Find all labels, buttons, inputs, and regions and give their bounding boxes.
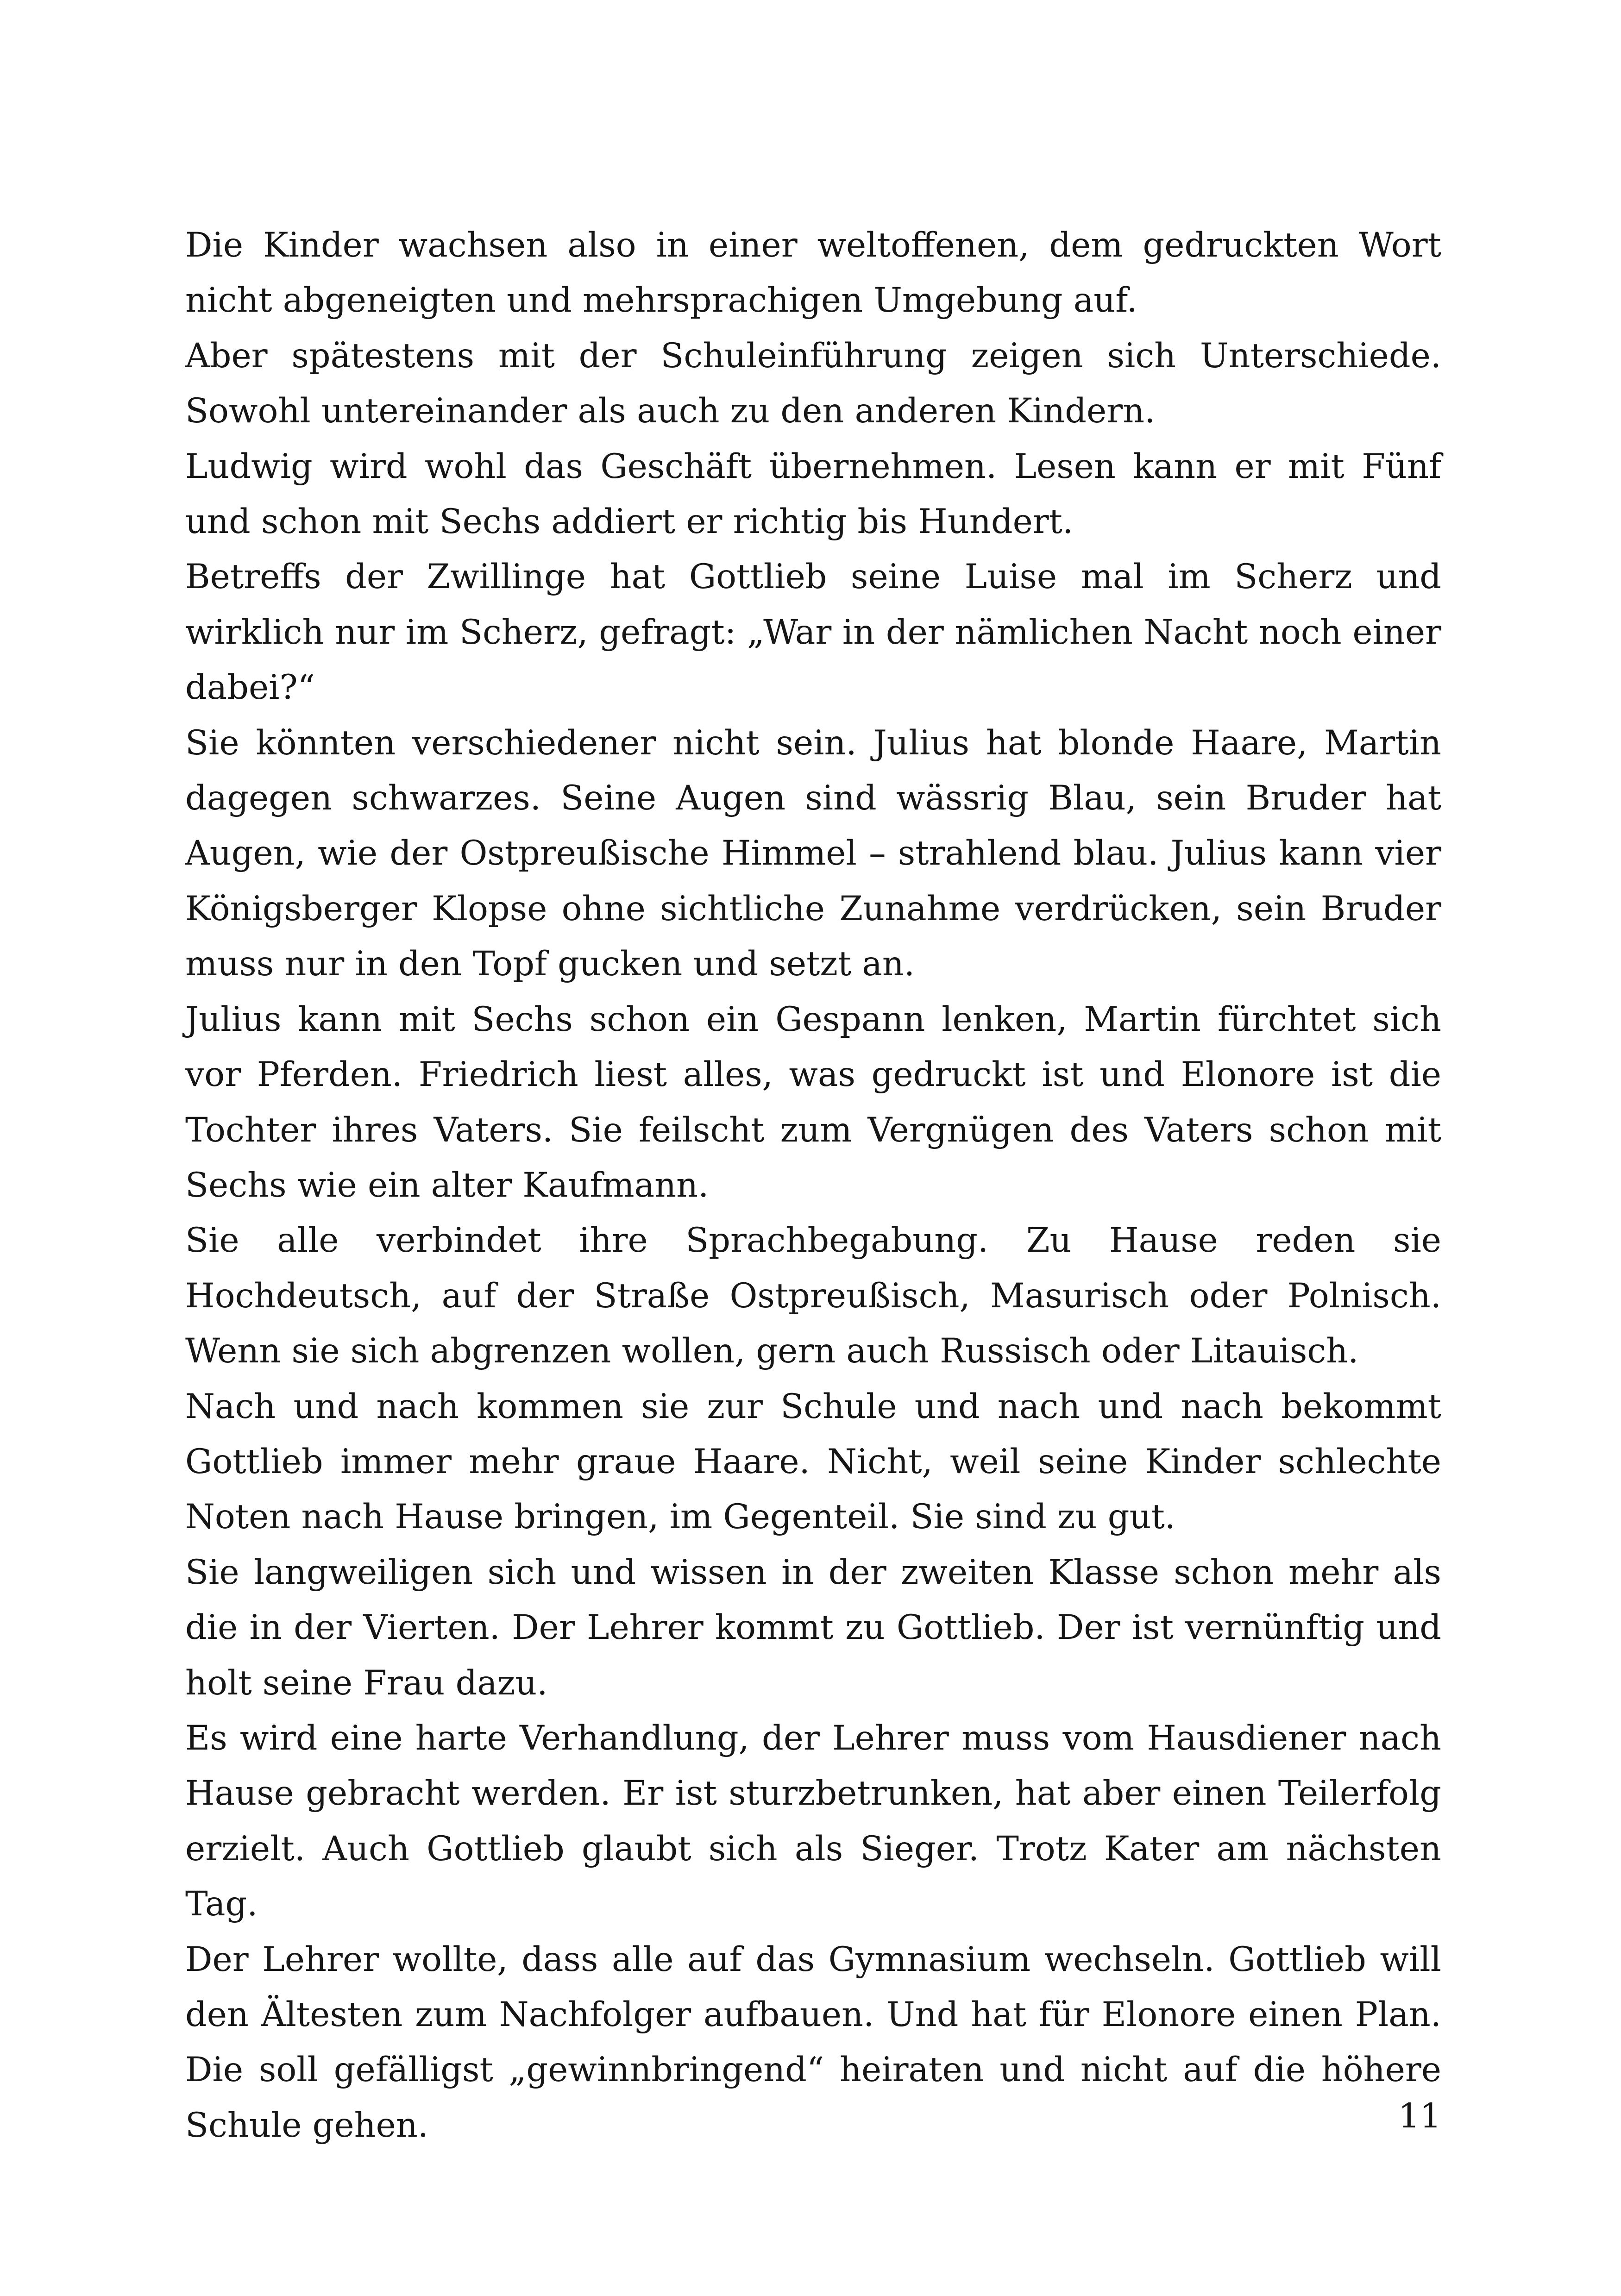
page-number: 11 <box>1398 2096 1441 2136</box>
paragraph: Aber spätestens mit der Schuleinführung zeigen sich Unterschiede. Sowohl untereinander als auch zu den anderen Kindern. <box>185 336 1441 431</box>
paragraph: Nach und nach kommen sie zur Schule und nach und nach bekommt Gottlieb immer mehr graue Haare. Nicht, weil seine Kinder schlechte Noten nach Hause bringen, im Gegenteil. Sie sind zu gut. <box>185 1386 1441 1537</box>
paragraph: Betreffs der Zwillinge hat Gottlieb seine Luise mal im Scherz und wirklich nur im Scherz, gefragt: „War in der nämlichen Nacht noch einer dabei?“ <box>185 557 1441 708</box>
paragraph: Es wird eine harte Verhandlung, der Lehrer muss vom Hausdiener nach Hause gebracht werden. Er ist sturzbetrunken, hat aber einen Teilerfolg erzielt. Auch Gottlieb glaubt sich als Sieger. Trotz Kater am nächsten Tag. <box>185 1718 1441 1924</box>
paragraph: Sie alle verbindet ihre Sprachbegabung. Zu Hause reden sie Hochdeutsch, auf der Straße Ostpreußisch, Masurisch oder Polnisch. Wenn sie sich abgrenzen wollen, gern auch Russisch oder Litauisch. <box>185 1221 1441 1371</box>
paragraph: Sie langweiligen sich und wissen in der zweiten Klasse schon mehr als die in der Vierten. Der Lehrer kommt zu Gottlieb. Der ist vernünftig und holt seine Frau dazu. <box>185 1552 1441 1703</box>
paragraph: Die Kinder wachsen also in einer weltoffenen, dem gedruckten Wort nicht abgeneigten und mehrsprachigen Umgebung auf. <box>185 226 1441 320</box>
paragraph: Julius kann mit Sechs schon ein Gespann lenken, Martin fürchtet sich vor Pferden. Friedrich liest alles, was gedruckt ist und Elonore ist die Tochter ihres Vaters. Sie feilscht zum Vergnügen des Vaters schon mit Sechs wie ein alter Kaufmann. <box>185 999 1441 1205</box>
body-text <box>185 218 1441 2153</box>
paragraph: Ludwig wird wohl das Geschäft übernehmen. Lesen kann er mit Fünf und schon mit Sechs addiert er richtig bis Hundert. <box>185 446 1441 542</box>
paragraph: Der Lehrer wollte, dass alle auf das Gymnasium wechseln. Gottlieb will den Ältesten zum Nachfolger aufbauen. Und hat für Elonore einen Plan. Die soll gefälligst „gewinnbringend“ heiraten und nicht auf die höhere Schule gehen. <box>185 1939 1441 2145</box>
paragraph: Sie könnten verschiedener nicht sein. Julius hat blonde Haare, Martin dagegen schwarzes. Seine Augen sind wässrig Blau, sein Bruder hat Augen, wie der Ostpreußische Himmel – strahlend blau. Julius kann vier Königsberger Klopse ohne sichtliche Zunahme verdrücken, sein Bruder muss nur in den Topf gucken und setzt an. <box>185 723 1441 984</box>
